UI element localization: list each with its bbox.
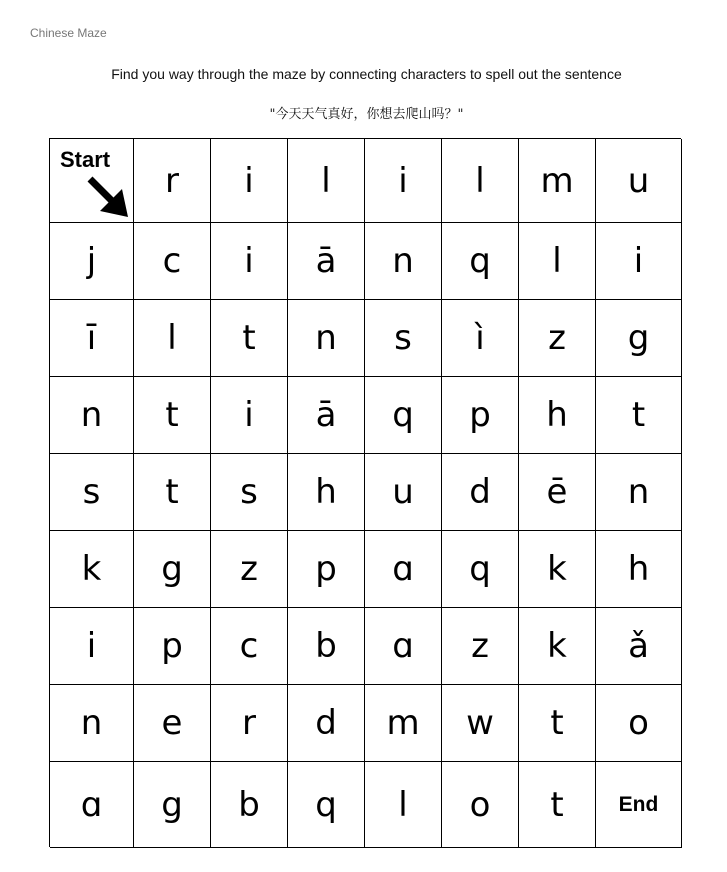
maze-cell[interactable]: n xyxy=(596,454,682,531)
maze-cell[interactable]: b xyxy=(211,762,288,848)
maze-cell[interactable]: n xyxy=(365,223,442,300)
maze-cell[interactable]: s xyxy=(50,454,134,531)
maze-cell[interactable]: r xyxy=(211,685,288,762)
maze-cell[interactable]: h xyxy=(519,377,596,454)
maze-cell[interactable]: h xyxy=(288,454,365,531)
maze-cell[interactable]: r xyxy=(134,139,211,223)
maze-cell[interactable]: m xyxy=(365,685,442,762)
maze-cell[interactable]: ǎ xyxy=(596,608,682,685)
maze-cell[interactable]: ī xyxy=(50,300,134,377)
arrow-down-right-icon xyxy=(86,175,130,219)
maze-cell[interactable]: l xyxy=(288,139,365,223)
maze-cell[interactable]: s xyxy=(365,300,442,377)
maze-cell[interactable]: w xyxy=(442,685,519,762)
maze-cell[interactable]: h xyxy=(596,531,682,608)
maze-cell[interactable]: ē xyxy=(519,454,596,531)
maze-cell[interactable]: c xyxy=(211,608,288,685)
maze-cell[interactable]: t xyxy=(211,300,288,377)
maze-cell[interactable]: o xyxy=(596,685,682,762)
maze-cell[interactable]: n xyxy=(50,685,134,762)
start-label: Start xyxy=(60,147,111,172)
maze-cell[interactable]: j xyxy=(50,223,134,300)
maze-cell[interactable]: g xyxy=(596,300,682,377)
maze-start-cell[interactable] xyxy=(50,139,134,223)
maze-cell[interactable]: i xyxy=(211,223,288,300)
maze-grid xyxy=(49,138,681,847)
maze-cell[interactable]: n xyxy=(288,300,365,377)
maze-cell[interactable]: d xyxy=(288,685,365,762)
maze-cell[interactable]: t xyxy=(519,685,596,762)
maze-cell[interactable]: p xyxy=(442,377,519,454)
maze-cell[interactable]: i xyxy=(365,139,442,223)
maze-cell[interactable]: q xyxy=(442,223,519,300)
maze-cell[interactable]: ì xyxy=(442,300,519,377)
maze-cell[interactable]: k xyxy=(519,608,596,685)
maze-cell[interactable]: u xyxy=(365,454,442,531)
maze-cell[interactable]: z xyxy=(442,608,519,685)
maze-cell[interactable]: q xyxy=(365,377,442,454)
maze-cell[interactable]: i xyxy=(596,223,682,300)
maze-cell[interactable]: i xyxy=(211,139,288,223)
maze-cell[interactable]: c xyxy=(134,223,211,300)
end-label: End xyxy=(618,793,659,816)
maze-cell[interactable]: p xyxy=(134,608,211,685)
maze-cell[interactable]: b xyxy=(288,608,365,685)
maze-cell[interactable]: z xyxy=(519,300,596,377)
document-title: Chinese Maze xyxy=(30,26,107,40)
maze-cell[interactable]: t xyxy=(134,454,211,531)
maze-cell[interactable]: z xyxy=(211,531,288,608)
maze-cell[interactable]: ā xyxy=(288,377,365,454)
maze-cell[interactable]: l xyxy=(442,139,519,223)
maze-cell[interactable]: i xyxy=(211,377,288,454)
maze-cell[interactable]: l xyxy=(134,300,211,377)
maze-cell[interactable]: k xyxy=(50,531,134,608)
instruction-text: Find you way through the maze by connecting characters to spell out the sentence xyxy=(111,66,622,82)
maze-cell[interactable]: k xyxy=(519,531,596,608)
maze-cell[interactable]: g xyxy=(134,762,211,848)
maze-cell[interactable]: q xyxy=(442,531,519,608)
maze-cell[interactable]: i xyxy=(50,608,134,685)
maze-cell[interactable]: l xyxy=(519,223,596,300)
maze-cell[interactable]: u xyxy=(596,139,682,223)
maze-cell[interactable]: t xyxy=(519,762,596,848)
maze-cell[interactable]: ɑ xyxy=(50,762,134,848)
maze-cell[interactable]: ɑ xyxy=(365,608,442,685)
target-sentence: "今天天气真好，你想去爬山吗？" xyxy=(269,107,464,122)
maze-cell[interactable]: q xyxy=(288,762,365,848)
maze-cell[interactable]: ɑ xyxy=(365,531,442,608)
maze-cell[interactable]: m xyxy=(519,139,596,223)
maze-cell[interactable]: ā xyxy=(288,223,365,300)
maze-cell[interactable]: l xyxy=(365,762,442,848)
maze-cell[interactable]: t xyxy=(134,377,211,454)
maze-cell[interactable]: p xyxy=(288,531,365,608)
maze-cell[interactable]: g xyxy=(134,531,211,608)
maze-cell[interactable]: o xyxy=(442,762,519,848)
maze-end-cell[interactable] xyxy=(596,762,682,848)
maze-cell[interactable]: s xyxy=(211,454,288,531)
maze-cell[interactable]: n xyxy=(50,377,134,454)
maze-cell[interactable]: t xyxy=(596,377,682,454)
maze-cell[interactable]: d xyxy=(442,454,519,531)
maze-cell[interactable]: e xyxy=(134,685,211,762)
